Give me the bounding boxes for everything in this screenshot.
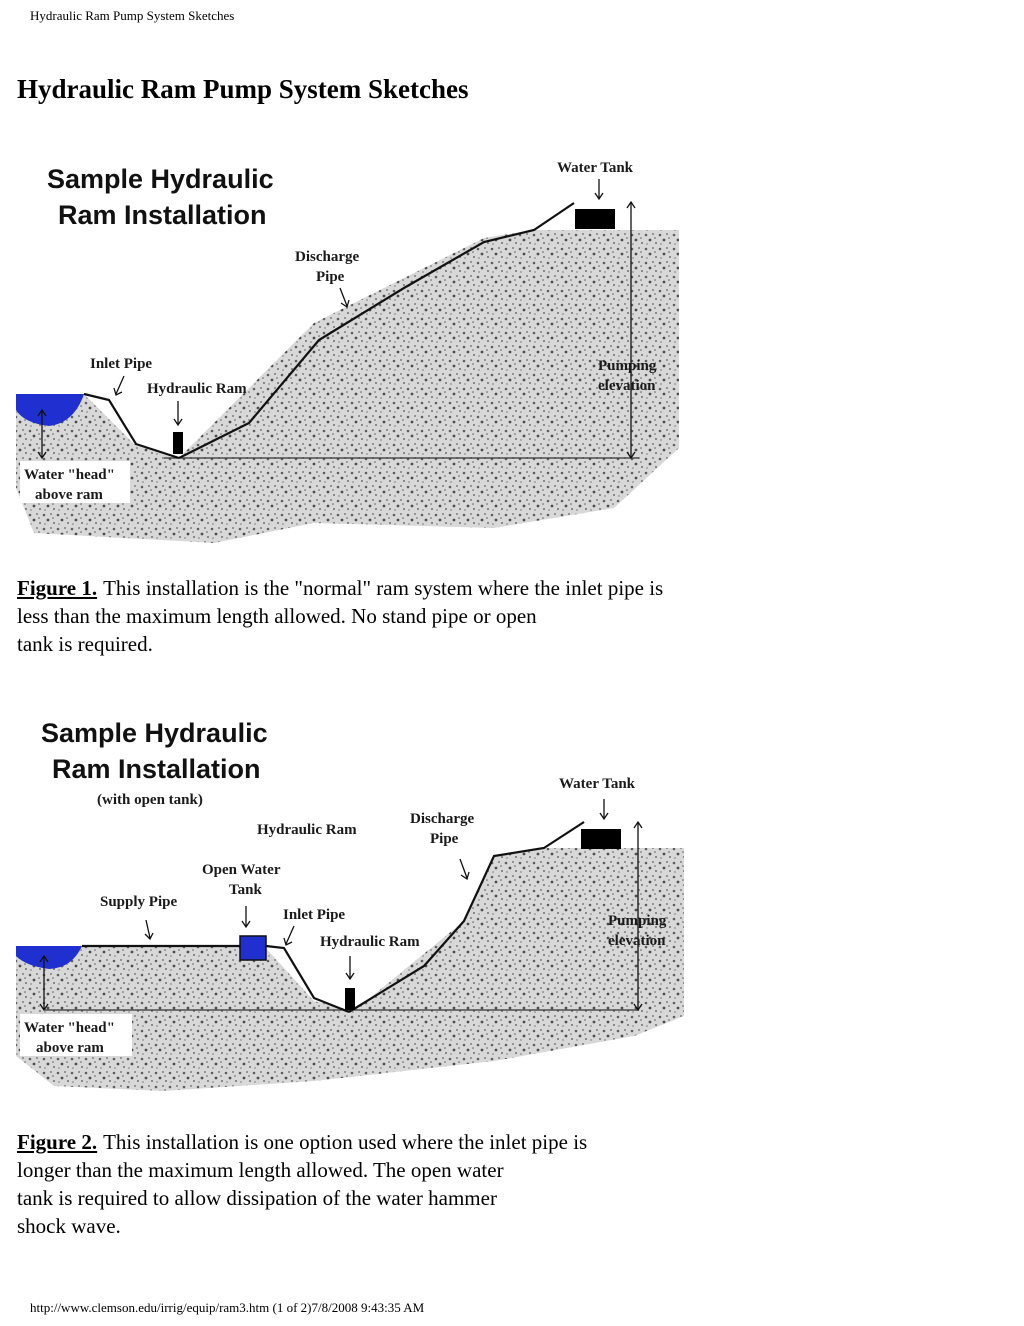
figure-1-caption-label: Figure 1. xyxy=(17,576,98,600)
label-head-line1: Water "head" xyxy=(24,467,115,483)
label-inlet-pipe: Inlet Pipe xyxy=(90,356,153,372)
label-discharge-line1: Discharge xyxy=(295,249,360,265)
label-hydraulic-ram-top: Hydraulic Ram xyxy=(257,822,357,838)
figure-1-caption-line: This installation is the "normal" ram system where the inlet pipe is xyxy=(103,576,664,600)
running-header: Hydraulic Ram Pump System Sketches xyxy=(30,8,235,23)
label-hydraulic-ram: Hydraulic Ram xyxy=(320,934,420,950)
label-pumping-line2: elevation xyxy=(608,933,666,949)
label-hydraulic-ram: Hydraulic Ram xyxy=(147,381,247,397)
figure-2-heading-line1: Sample Hydraulic xyxy=(41,718,268,748)
label-head-line1: Water "head" xyxy=(24,1020,115,1036)
figure-2-caption-line: shock wave. xyxy=(17,1214,121,1238)
label-discharge-line2: Pipe xyxy=(430,831,459,847)
water-tank-shape xyxy=(575,209,615,229)
hydraulic-ram-shape xyxy=(173,432,183,454)
label-pumping-line2: elevation xyxy=(598,378,656,394)
figure-2-heading-line2: Ram Installation xyxy=(52,754,261,784)
figure-1-heading-line2: Ram Installation xyxy=(58,200,267,230)
label-discharge-line2: Pipe xyxy=(316,269,345,285)
label-water-tank: Water Tank xyxy=(557,160,634,176)
label-head-line2: above ram xyxy=(35,487,103,503)
label-supply-pipe: Supply Pipe xyxy=(100,894,178,910)
label-pumping-line1: Pumping xyxy=(608,913,667,929)
figure-1-caption-line: less than the maximum length allowed. No stand pipe or open xyxy=(17,604,537,628)
label-water-tank: Water Tank xyxy=(559,776,636,792)
figure-2-caption-line: tank is required to allow dissipation of the water hammer xyxy=(17,1186,497,1210)
page-title: Hydraulic Ram Pump System Sketches xyxy=(17,74,469,104)
label-inlet-pipe: Inlet Pipe xyxy=(283,907,346,923)
figure-2-caption-label: Figure 2. xyxy=(17,1130,98,1154)
figure-2-diagram xyxy=(14,706,694,1106)
label-head-line2: above ram xyxy=(36,1040,104,1056)
label-open-tank-line2: Tank xyxy=(229,882,262,898)
label-pumping-line1: Pumping xyxy=(598,358,657,374)
label-discharge-line1: Discharge xyxy=(410,811,475,827)
figure-2-heading-note: (with open tank) xyxy=(97,792,203,808)
figure-1-caption xyxy=(17,574,757,658)
figure-1-heading-line1: Sample Hydraulic xyxy=(47,164,274,194)
hydraulic-ram-shape xyxy=(345,988,355,1010)
water-tank-shape xyxy=(581,829,621,849)
figure-2-caption xyxy=(17,1128,697,1240)
figure-2-caption-line: longer than the maximum length allowed. The open water xyxy=(17,1158,504,1182)
figure-1-caption-line: tank is required. xyxy=(17,632,153,656)
label-open-tank-line1: Open Water xyxy=(202,862,281,878)
source-footer: http://www.clemson.edu/irrig/equip/ram3.htm (1 of 2)7/8/2008 9:43:35 AM xyxy=(30,1300,425,1315)
figure-2-caption-line: This installation is one option used where the inlet pipe is xyxy=(103,1130,588,1154)
figure-1-diagram xyxy=(14,148,694,548)
open-water-tank-shape xyxy=(240,936,266,960)
